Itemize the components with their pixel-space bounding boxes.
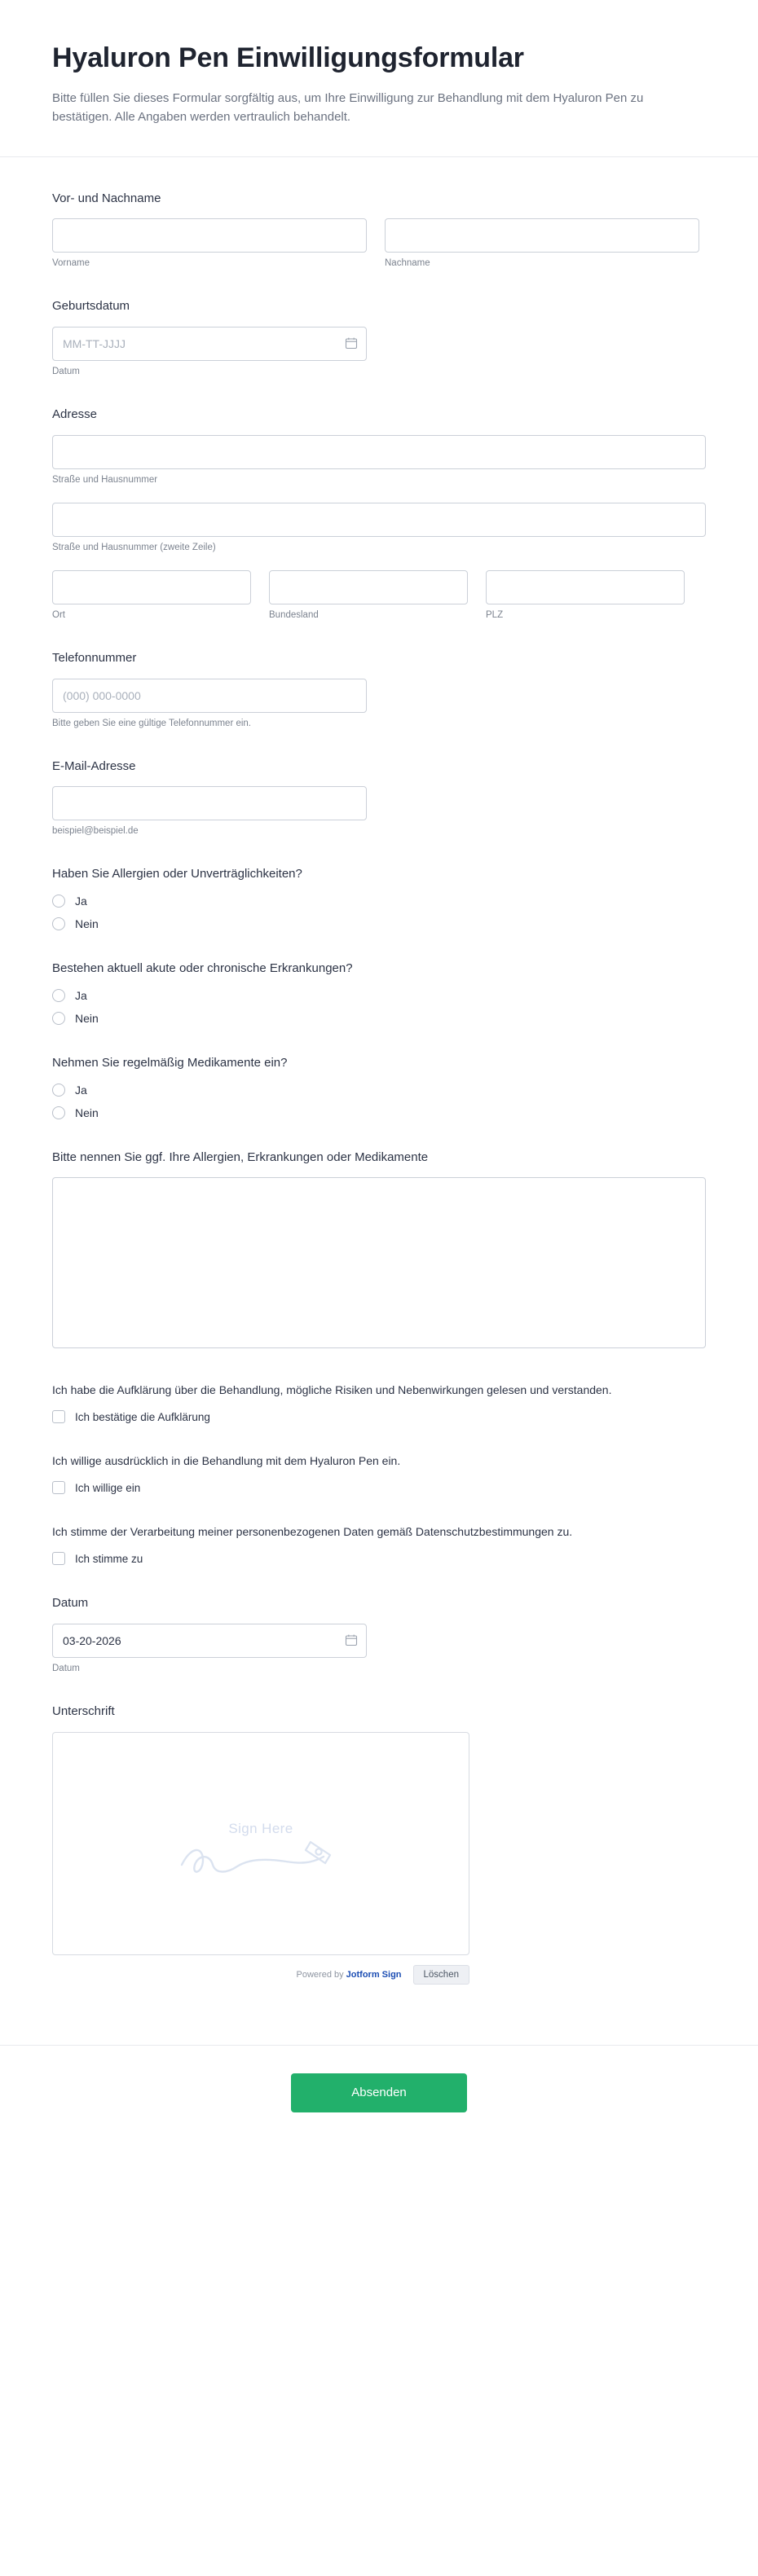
zip-sublabel: PLZ xyxy=(486,609,504,620)
date-sublabel: Datum xyxy=(52,1664,80,1673)
radio-icon xyxy=(52,989,65,1002)
submit-button[interactable]: Absenden xyxy=(291,2073,467,2112)
allergies-option-ja[interactable] xyxy=(52,895,706,908)
zip-input[interactable] xyxy=(486,570,685,604)
street2-input[interactable] xyxy=(52,503,706,537)
birthdate-wrapper xyxy=(52,327,367,361)
checkbox-icon xyxy=(52,1481,65,1494)
checkbox-icon xyxy=(52,1410,65,1423)
date-label: Datum xyxy=(52,1596,89,1611)
allergies-option-nein[interactable] xyxy=(52,917,706,930)
form-body xyxy=(0,157,758,2022)
radio-icon xyxy=(52,1012,65,1025)
birthdate-label: Geburtsdatum xyxy=(52,299,130,314)
fullname-row xyxy=(52,218,706,268)
medication-option-ja[interactable] xyxy=(52,1084,706,1097)
city-sublabel: Ort xyxy=(52,609,65,620)
consent-treatment-checkbox-label: Ich willige ein xyxy=(75,1481,141,1494)
allergies-option-nein-label: Nein xyxy=(75,917,99,930)
form-footer xyxy=(0,2045,758,2156)
consent-info-text: Ich habe die Aufklärung über die Behandlung, mögliche Risiken und Nebenwirkungen gelesen und verstanden. xyxy=(52,1383,612,1397)
lastname-group xyxy=(385,218,699,268)
radio-icon xyxy=(52,895,65,908)
email-label: E-Mail-Adresse xyxy=(52,758,136,773)
birthdate-input[interactable] xyxy=(52,327,367,361)
radio-icon xyxy=(52,1084,65,1097)
page-title: Hyaluron Pen Einwilligungsformular xyxy=(52,42,524,73)
firstname-group xyxy=(52,218,367,268)
page-subtitle: Bitte füllen Sie dieses Formular sorgfältig aus, um Ihre Einwilligung zur Behandlung mit dem Hyaluron Pen zu bestätigen. Alle Angaben werden vertraulich behandelt. xyxy=(52,91,644,125)
medication-option-ja-label: Ja xyxy=(75,1083,87,1097)
field-phone xyxy=(52,649,706,728)
form-header xyxy=(0,0,758,157)
lastname-input[interactable] xyxy=(385,218,699,253)
field-fullname xyxy=(52,190,706,269)
email-sublabel: beispiel@beispiel.de xyxy=(52,826,139,837)
address-label: Adresse xyxy=(52,407,98,421)
field-allergies xyxy=(52,865,706,930)
checkbox-icon xyxy=(52,1552,65,1565)
medication-option-nein-label: Nein xyxy=(75,1106,99,1119)
signature-footer xyxy=(52,1965,469,1985)
conditions-option-ja[interactable] xyxy=(52,989,706,1002)
city-input[interactable] xyxy=(52,570,251,604)
consent-privacy-checkbox-label: Ich stimme zu xyxy=(75,1552,143,1565)
details-label: Bitte nennen Sie ggf. Ihre Allergien, Erkrankungen oder Medikamente xyxy=(52,1150,429,1164)
consent-privacy-checkbox-row[interactable] xyxy=(52,1552,706,1565)
allergies-label: Haben Sie Allergien oder Unverträglichkeiten? xyxy=(52,867,302,881)
powered-prefix: Powered by xyxy=(296,1969,346,1980)
lastname-sublabel: Nachname xyxy=(385,258,430,269)
phone-label: Telefonnummer xyxy=(52,650,137,665)
field-medication xyxy=(52,1054,706,1119)
field-consent-treatment xyxy=(52,1453,706,1494)
street-sublabel: Straße und Hausnummer xyxy=(52,474,158,485)
medication-label: Nehmen Sie regelmäßig Medikamente ein? xyxy=(52,1055,288,1070)
email-group xyxy=(52,786,367,836)
signature-scribble-icon xyxy=(167,1837,355,1886)
consent-treatment-checkbox-row[interactable] xyxy=(52,1481,706,1494)
consent-treatment-text: Ich willige ausdrücklich in die Behandlung mit dem Hyaluron Pen ein. xyxy=(52,1454,401,1468)
zip-group xyxy=(486,570,685,620)
field-consent-privacy xyxy=(52,1523,706,1565)
firstname-sublabel: Vorname xyxy=(52,258,90,269)
address-city-row xyxy=(52,570,706,620)
field-address xyxy=(52,406,706,620)
phone-group xyxy=(52,679,367,728)
street2-sublabel: Straße und Hausnummer (zweite Zeile) xyxy=(52,542,216,552)
conditions-option-nein-label: Nein xyxy=(75,1011,99,1025)
signature-hint: Sign Here xyxy=(228,1820,293,1836)
radio-icon xyxy=(52,917,65,930)
date-wrapper xyxy=(52,1624,367,1658)
signature-label: Unterschrift xyxy=(52,1704,115,1718)
consent-info-checkbox-label: Ich bestätige die Aufklärung xyxy=(75,1410,210,1423)
phone-input[interactable] xyxy=(52,679,367,713)
date-input[interactable] xyxy=(52,1624,367,1658)
firstname-input[interactable] xyxy=(52,218,367,253)
radio-icon xyxy=(52,1106,65,1119)
signature-pad[interactable] xyxy=(52,1732,469,1955)
field-signature xyxy=(52,1703,706,1985)
phone-sublabel: Bitte geben Sie eine gültige Telefonnummer ein. xyxy=(52,718,252,728)
field-email xyxy=(52,758,706,837)
street-input[interactable] xyxy=(52,435,706,469)
fullname-label: Vor- und Nachname xyxy=(52,191,161,205)
powered-brand: Jotform Sign xyxy=(346,1969,402,1980)
powered-by xyxy=(297,1970,402,1980)
conditions-option-ja-label: Ja xyxy=(75,988,87,1002)
email-input[interactable] xyxy=(52,786,367,820)
field-conditions xyxy=(52,960,706,1025)
birthdate-sublabel: Datum xyxy=(52,367,80,376)
state-sublabel: Bundesland xyxy=(269,609,319,620)
field-consent-info xyxy=(52,1382,706,1423)
consent-info-checkbox-row[interactable] xyxy=(52,1410,706,1423)
details-textarea[interactable] xyxy=(52,1177,706,1348)
conditions-label: Bestehen aktuell akute oder chronische Erkrankungen? xyxy=(52,961,353,975)
allergies-option-ja-label: Ja xyxy=(75,895,87,908)
field-birthdate xyxy=(52,297,706,376)
city-group xyxy=(52,570,251,620)
field-date xyxy=(52,1594,706,1673)
medication-option-nein[interactable] xyxy=(52,1106,706,1119)
conditions-option-nein[interactable] xyxy=(52,1012,706,1025)
field-details xyxy=(52,1149,706,1353)
consent-privacy-text: Ich stimme der Verarbeitung meiner personenbezogenen Daten gemäß Datenschutzbestimmungen zu. xyxy=(52,1525,573,1539)
state-input[interactable] xyxy=(269,570,468,604)
state-group xyxy=(269,570,468,620)
clear-signature-button[interactable]: Löschen xyxy=(413,1965,469,1985)
